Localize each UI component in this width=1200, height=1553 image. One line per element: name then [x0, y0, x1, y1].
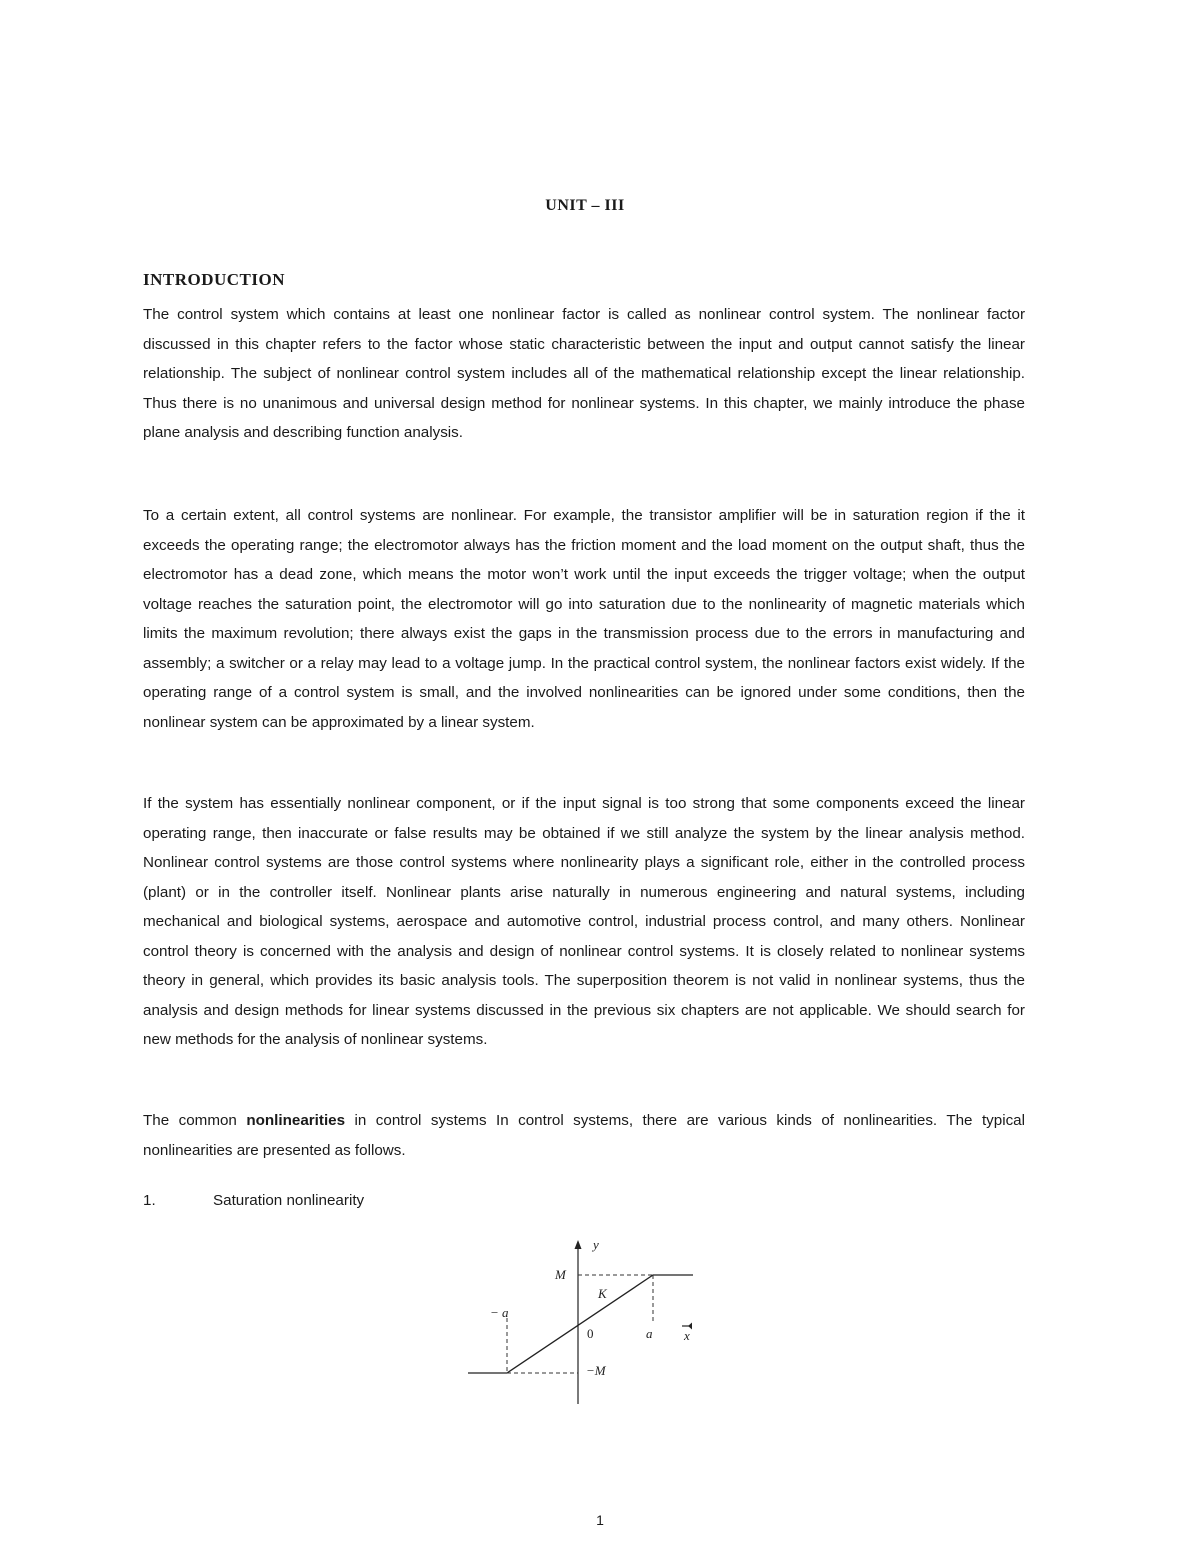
- neg-threshold-label: − a: [490, 1305, 509, 1320]
- saturation-curve: [468, 1275, 693, 1373]
- p4-bold-term: nonlinearities: [246, 1112, 346, 1129]
- list-item-number: 1.: [143, 1192, 156, 1209]
- slope-label: K: [598, 1286, 607, 1301]
- list-item-saturation: [143, 1192, 364, 1209]
- section-heading: INTRODUCTION: [143, 270, 286, 289]
- paragraph-intro: The control system which contains at least one nonlinear factor is called as nonlinear control system. The nonlinear factor discussed in this chapter refers to the factor whose static characteristic between the input and output cannot satisfy the linear relationship. The subject of nonlinear control system includes all of the mathematical relationship except the linear relationship. Thus there is no unanimous and universal design method for nonlinear systems. In this chapter, we mainly introduce the phase plane analysis and describing function analysis.: [143, 306, 1025, 441]
- origin-label: 0: [587, 1326, 594, 1341]
- paragraph-examples: To a certain extent, all control systems are nonlinear. For example, the transistor amplifier will be in saturation region if the it exceeds the operating range; the electromotor always has the friction moment and the load moment on the output shaft, thus the electromotor has a dead zone, which means the motor won’t work until the input exceeds the trigger voltage; when the output voltage reaches the saturation point, the electromotor will go into saturation due to the nonlinearity of magnetic materials which limits the maximum revolution; there always exist the gaps in the transmission process due to the errors in manufacturing and assembly; a switcher or a relay may lead to a voltage jump. In the practical control system, the nonlinear factors exist widely. If the operating range of a control system is small, and the involved nonlinearities can be ignored under some conditions, then the nonlinear system can be approximated by a linear system.: [143, 507, 1025, 731]
- x-axis-label: x: [684, 1328, 690, 1343]
- paragraph-common-nonlinearities: [143, 1106, 1025, 1165]
- y-axis-arrow-icon: [575, 1240, 582, 1249]
- neg-level-label: −M: [586, 1363, 606, 1378]
- unit-title: UNIT – III: [545, 197, 625, 214]
- paragraph-nonlinear-systems: If the system has essentially nonlinear component, or if the input signal is too strong that some components exceed the linear operating range, then inaccurate or false results may be obtained if we still analyze the system by the linear analysis method. Nonlinear control systems are those control systems where nonlinearity plays a significant role, either in the controlled process (plant) or in the controller itself. Nonlinear plants arise naturally in numerous engineering and natural systems, including mechanical and biological systems, aerospace and automotive control, industrial process control, and many others. Nonlinear control theory is concerned with the analysis and design of nonlinear control systems. It is closely related to nonlinear systems theory in general, which provides its basic analysis tools. The superposition theorem is not valid in nonlinear systems, thus the analysis and design methods for linear systems discussed in the previous six chapters are not applicable. We should search for new methods for the analysis of nonlinear systems.: [143, 795, 1025, 1048]
- saturation-graph: [460, 1232, 710, 1412]
- pos-level-label: M: [555, 1267, 566, 1282]
- p4-text-before: The common: [143, 1112, 247, 1129]
- list-item-label: Saturation nonlinearity: [213, 1192, 365, 1209]
- pos-threshold-label: a: [646, 1326, 653, 1341]
- y-axis-label: y: [593, 1237, 599, 1252]
- page-number: 1: [596, 1512, 604, 1528]
- saturation-nonlinearity-figure: [460, 1232, 710, 1412]
- p4-text-after: in control systems In control systems, there are various kinds of nonlinearities. The typical nonlinearities are presented as follows.: [143, 1112, 1025, 1159]
